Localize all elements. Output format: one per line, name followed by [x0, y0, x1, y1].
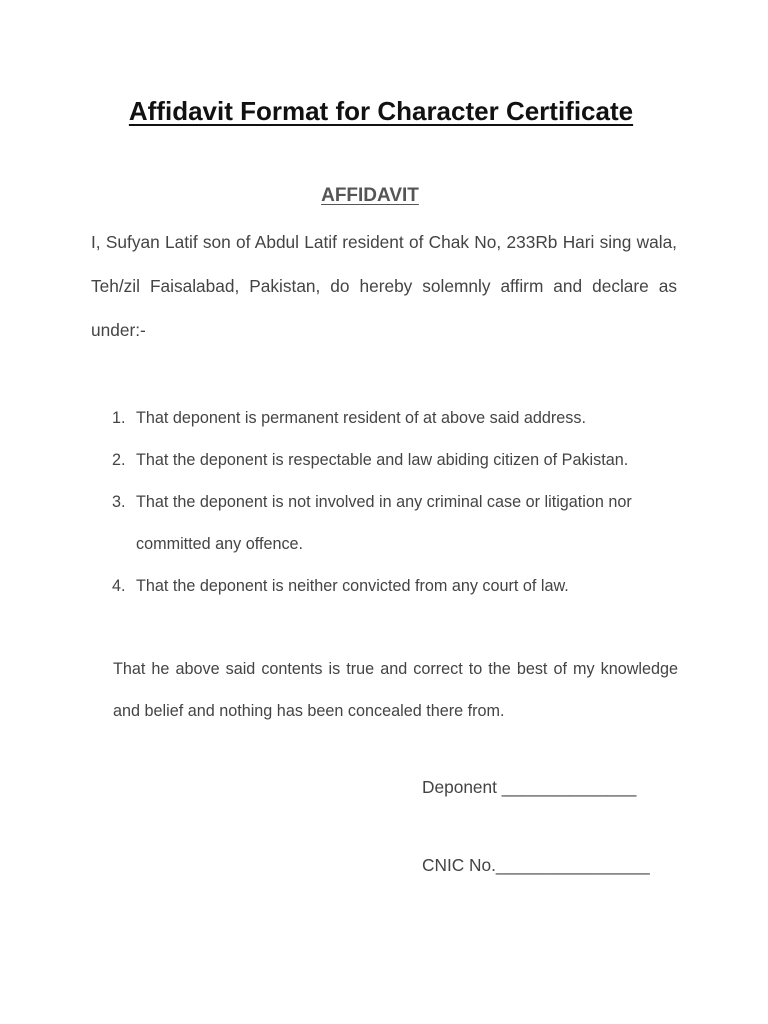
list-item-number: 1. [112, 409, 126, 427]
list-item-text: That the deponent is respectable and law abiding citizen of Pakistan. [136, 451, 629, 469]
cnic-number-line: CNIC No.________________ [422, 855, 650, 875]
closing-paragraph: That he above said contents is true and correct to the best of my knowledge and belief and nothing has been concealed there from. [113, 660, 678, 720]
intro-paragraph: I, Sufyan Latif son of Abdul Latif resident of Chak No, 233Rb Hari sing wala, Teh/zil Faisalabad, Pakistan, do hereby solemnly affirm and declare as under:- [91, 232, 677, 340]
affidavit-heading: AFFIDAVIT [321, 185, 419, 206]
list-item-text: That the deponent is not involved in any criminal case or litigation nor committed any offence. [136, 493, 632, 553]
declaration-list [112, 397, 678, 607]
deponent-signature-line: Deponent ______________ [422, 777, 637, 797]
list-item-number: 3. [112, 493, 126, 511]
list-item-text: That the deponent is neither convicted from any court of law. [136, 577, 569, 595]
list-item [112, 481, 678, 565]
list-item-number: 2. [112, 451, 126, 469]
list-item-number: 4. [112, 577, 126, 595]
list-item-text: That deponent is permanent resident of at above said address. [136, 409, 586, 427]
list-item [112, 439, 678, 481]
document-title: Affidavit Format for Character Certificate [128, 96, 634, 126]
list-item [112, 565, 678, 607]
list-item [112, 397, 678, 439]
